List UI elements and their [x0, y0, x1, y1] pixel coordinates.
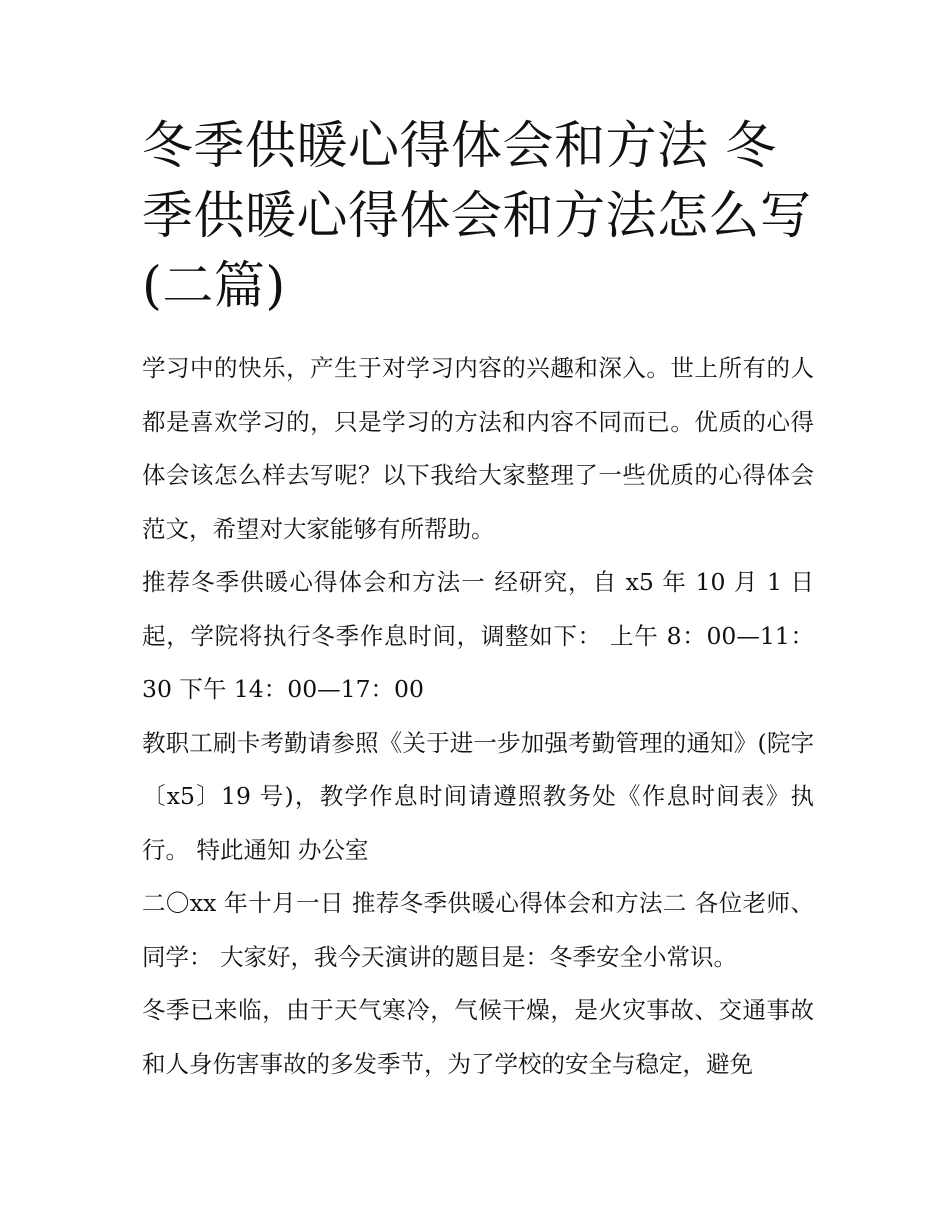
paragraph-speech-opening: 二〇xx 年十月一日 推荐冬季供暖心得体会和方法二 各位老师、同学： 大家好，我今天演讲的题目是：冬季安全小常识。 — [142, 889, 814, 971]
document-body — [142, 342, 814, 1091]
document-page — [142, 112, 814, 1091]
paragraph-winter-safety: 冬季已来临，由于天气寒冷，气候干燥，是火灾事故、交通事故和人身伤害事故的多发季节，为了学校的安全与稳定，避免 — [142, 996, 814, 1078]
paragraph-intro: 学习中的快乐，产生于对学习内容的兴趣和深入。世上所有的人都是喜欢学习的，只是学习的方法和内容不同而已。优质的心得体会该怎么样去写呢？以下我给大家整理了一些优质的心得体会范文，希望对大家能够有所帮助。 — [142, 354, 814, 543]
document-title: 冬季供暖心得体会和方法 冬季供暖心得体会和方法怎么写(二篇) — [142, 117, 812, 316]
paragraph-attendance: 教职工刷卡考勤请参照《关于进一步加强考勤管理的通知》(院字〔x5〕19 号)，教学作息时间请遵照教务处《作息时间表》执行。 特此通知 办公室 — [142, 728, 814, 864]
paragraph-schedule-notice: 推荐冬季供暖心得体会和方法一 经研究，自 x5 年 10 月 1 日起，学院将执行冬季作息时间，调整如下： 上午 8：00—11：30 下午 14：00—17：00 — [142, 568, 814, 703]
